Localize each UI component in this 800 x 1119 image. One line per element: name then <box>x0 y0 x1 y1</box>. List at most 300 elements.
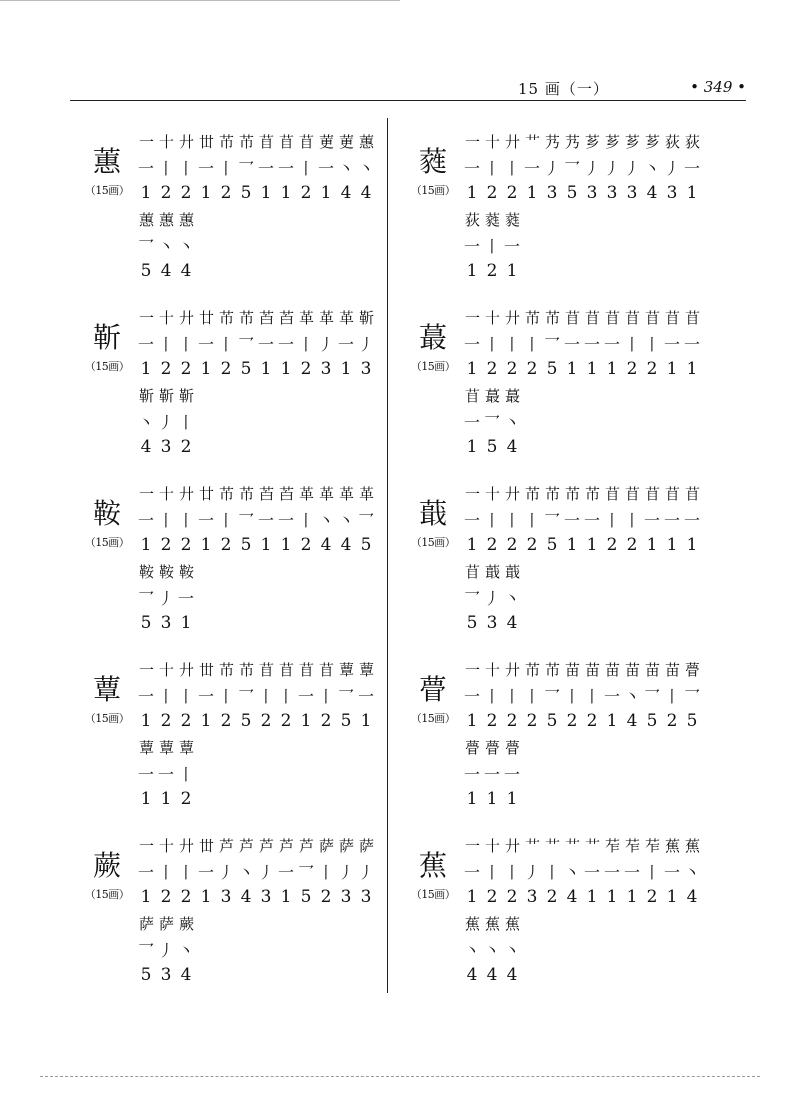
progress-row <box>136 480 376 506</box>
numbers-row-cell: 1 <box>320 183 332 203</box>
strokes-row-cell: 丨 <box>483 510 500 530</box>
strokes-row-cell: 丶 <box>463 940 480 960</box>
strokes-row-cell: 丿 <box>583 158 600 178</box>
strokes-row-cell: 一 <box>277 158 294 178</box>
progress-row-cell: 萨 <box>358 836 373 855</box>
character-label <box>78 850 136 902</box>
strokes-row-cell: 丨 <box>483 686 500 706</box>
column-divider <box>387 118 388 993</box>
character-label <box>78 498 136 550</box>
numbers-row-cell: 1 <box>566 535 578 555</box>
numbers-row-cell: 2 <box>506 535 518 555</box>
strokes-row-cell: 一 <box>483 764 500 784</box>
progress-row-cell: 蕙 <box>358 132 373 151</box>
progress-row-cell: 一 <box>464 836 479 855</box>
strokes-row-cell: 丨 <box>217 334 234 354</box>
numbers-row <box>462 180 702 206</box>
numbers-row <box>462 884 702 910</box>
progress-row-cell: 廾 <box>178 484 193 503</box>
numbers-row-cell: 5 <box>240 359 252 379</box>
numbers-row-cell: 4 <box>506 437 518 457</box>
strokes-row-cell: 丨 <box>177 764 194 784</box>
page-header <box>70 72 746 102</box>
progress-row-cell: 蕉 <box>664 836 679 855</box>
strokes-row-cell: 丶 <box>157 236 174 256</box>
progress-row-cell: 瞢 <box>504 738 519 757</box>
progress-row-cell: 苜 <box>644 484 659 503</box>
numbers-row-cell: 1 <box>466 359 478 379</box>
progress-row-cell: 靳 <box>158 386 173 405</box>
progress-row-cell: 靳 <box>178 386 193 405</box>
stroke-count-badge: （15画） <box>84 888 130 901</box>
strokes-row-cell: 乛 <box>543 686 560 706</box>
numbers-row-cell: 2 <box>300 359 312 379</box>
character-label <box>404 322 462 374</box>
progress-row-cell: 苗 <box>664 660 679 679</box>
strokes-row-cell: 丨 <box>523 510 540 530</box>
strokes-row-cell: 一 <box>583 862 600 882</box>
strokes-row-cell: 丶 <box>337 510 354 530</box>
strokes-row-cell: 一 <box>563 334 580 354</box>
strokes-row-cell: 乛 <box>337 686 354 706</box>
strokes-row-cell: 一 <box>663 334 680 354</box>
progress-row-cell: 蕈 <box>138 738 153 757</box>
numbers-row-cell: 2 <box>180 789 192 809</box>
progress-row-cell: 芇 <box>544 660 559 679</box>
numbers-row-cell: 5 <box>686 711 698 731</box>
strokes-row-cell: 乛 <box>137 588 154 608</box>
strokes-row-cell: 乛 <box>137 236 154 256</box>
strokes-row-cell: 一 <box>197 334 214 354</box>
character-label <box>78 322 136 374</box>
progress-row <box>462 734 702 760</box>
progress-row-cell: 苜 <box>584 308 599 327</box>
progress-row-cell: 瞢 <box>464 738 479 757</box>
progress-row-cell: 一 <box>138 660 153 679</box>
progress-row-cell: 苜 <box>604 484 619 503</box>
numbers-row <box>136 786 376 812</box>
progress-row-cell: 十 <box>484 132 499 151</box>
strokes-row-cell: 一 <box>157 764 174 784</box>
numbers-row-cell: 5 <box>140 965 152 985</box>
strokes-row-cell: 丶 <box>503 940 520 960</box>
strokes-row-cell: 丿 <box>523 862 540 882</box>
headword-character: 瞢 <box>418 673 447 706</box>
strokes-row-cell: 丨 <box>317 862 334 882</box>
strokes-row-cell: 一 <box>583 334 600 354</box>
numbers-row-cell: 1 <box>666 535 678 555</box>
numbers-row-cell: 1 <box>506 789 518 809</box>
character-entry <box>404 832 704 1008</box>
numbers-row-cell: 4 <box>140 437 152 457</box>
numbers-row-cell: 5 <box>566 183 578 203</box>
left-column <box>78 128 378 1008</box>
numbers-row-cell: 3 <box>626 183 638 203</box>
headword-character: 鞍 <box>92 497 121 530</box>
strokes-row-cell: 乛 <box>483 412 500 432</box>
numbers-row-cell: 2 <box>220 359 232 379</box>
strokes-row-cell: 一 <box>463 510 480 530</box>
strokes-row-cell: 一 <box>277 334 294 354</box>
numbers-row-cell: 5 <box>140 613 152 633</box>
numbers-row-cell: 1 <box>360 711 372 731</box>
numbers-row-cell: 2 <box>646 359 658 379</box>
numbers-row-cell: 1 <box>486 789 498 809</box>
strokes-row <box>136 858 376 884</box>
strokes-row-cell: 一 <box>257 334 274 354</box>
numbers-row-cell: 5 <box>140 261 152 281</box>
progress-row-cell: 蕺 <box>484 562 499 581</box>
strokes-row-cell: 丶 <box>483 940 500 960</box>
numbers-row <box>462 708 702 734</box>
numbers-row-cell: 2 <box>626 359 638 379</box>
progress-row-cell: 蕤 <box>504 210 519 229</box>
strokes-row-cell: 丶 <box>137 412 154 432</box>
numbers-row-cell: 2 <box>566 711 578 731</box>
progress-row-cell: 一 <box>138 132 153 151</box>
progress-row-cell: 艹 <box>564 836 579 855</box>
numbers-row-cell: 3 <box>260 887 272 907</box>
page-number: • 349 • <box>690 78 746 96</box>
progress-row-cell: 芇 <box>218 132 233 151</box>
strokes-row-cell: 丶 <box>623 686 640 706</box>
progress-row-cell: 十 <box>158 308 173 327</box>
numbers-row <box>136 884 376 910</box>
progress-row-cell: 廿 <box>198 484 213 503</box>
header-rule <box>70 100 746 101</box>
progress-row-cell: 芇 <box>238 660 253 679</box>
numbers-row-cell: 2 <box>486 261 498 281</box>
strokes-row-cell: 丶 <box>177 940 194 960</box>
strokes-row-cell: 丨 <box>523 686 540 706</box>
progress-row-cell: 芇 <box>238 308 253 327</box>
numbers-row-cell: 2 <box>300 535 312 555</box>
strokes-row-cell: 丿 <box>157 940 174 960</box>
numbers-row-cell: 3 <box>526 887 538 907</box>
progress-row-cell: 廾 <box>504 836 519 855</box>
strokes-row-cell: 丨 <box>217 510 234 530</box>
numbers-row-cell: 1 <box>526 183 538 203</box>
numbers-row-cell: 5 <box>240 183 252 203</box>
progress-row-cell: 苩 <box>278 308 293 327</box>
progress-row-cell: 蕞 <box>484 386 499 405</box>
strokes-row-cell: 丨 <box>297 510 314 530</box>
progress-row <box>136 656 376 682</box>
progress-row-cell: 芦 <box>278 836 293 855</box>
strokes-row-cell: 丨 <box>663 686 680 706</box>
strokes-row <box>136 936 376 962</box>
numbers-row-cell: 2 <box>220 535 232 555</box>
strokes-row <box>136 330 376 356</box>
progress-row-cell: 芇 <box>238 484 253 503</box>
numbers-row-cell: 2 <box>486 711 498 731</box>
stroke-sequence <box>136 304 376 460</box>
numbers-row-cell: 1 <box>200 183 212 203</box>
progress-row-cell: 靳 <box>138 386 153 405</box>
numbers-row-cell: 5 <box>466 613 478 633</box>
strokes-row-cell: 丨 <box>563 686 580 706</box>
numbers-row-cell: 1 <box>280 887 292 907</box>
strokes-row-cell: 丶 <box>563 862 580 882</box>
strokes-row-cell: 乛 <box>237 686 254 706</box>
progress-row <box>136 206 376 232</box>
numbers-row-cell: 3 <box>486 613 498 633</box>
progress-row-cell: 芇 <box>524 660 539 679</box>
strokes-row-cell: 乛 <box>237 158 254 178</box>
headword-character: 蕨 <box>92 849 121 882</box>
stroke-sequence <box>462 832 702 988</box>
numbers-row-cell: 1 <box>646 535 658 555</box>
progress-row-cell: 廾 <box>504 484 519 503</box>
character-entry <box>404 656 704 832</box>
strokes-row-cell: 乛 <box>543 510 560 530</box>
progress-row-cell: 一 <box>138 836 153 855</box>
progress-row <box>136 304 376 330</box>
strokes-row-cell: 一 <box>563 510 580 530</box>
numbers-row-cell: 1 <box>566 359 578 379</box>
numbers-row <box>136 962 376 988</box>
progress-row-cell: 苜 <box>318 660 333 679</box>
progress-row-cell: 苜 <box>278 660 293 679</box>
strokes-row-cell: 丶 <box>177 236 194 256</box>
progress-row-cell: 芇 <box>218 484 233 503</box>
progress-row-cell: 苜 <box>664 308 679 327</box>
strokes-row-cell: 一 <box>137 334 154 354</box>
strokes-row-cell: 丨 <box>503 510 520 530</box>
numbers-row-cell: 1 <box>686 183 698 203</box>
strokes-row <box>136 506 376 532</box>
progress-row-cell: 芇 <box>524 484 539 503</box>
numbers-row-cell: 2 <box>160 711 172 731</box>
strokes-row-cell: 丨 <box>157 862 174 882</box>
numbers-row-cell: 1 <box>300 711 312 731</box>
numbers-row <box>462 610 702 636</box>
progress-row-cell: 萨 <box>318 836 333 855</box>
numbers-row-cell: 1 <box>260 359 272 379</box>
progress-row <box>136 910 376 936</box>
strokes-row <box>462 232 702 258</box>
strokes-row-cell: 一 <box>137 686 154 706</box>
strokes-row-cell: 丨 <box>623 510 640 530</box>
headword-character: 蕺 <box>418 497 447 530</box>
strokes-row <box>462 858 702 884</box>
numbers-row-cell: 4 <box>360 183 372 203</box>
stroke-sequence <box>136 128 376 284</box>
numbers-row-cell: 1 <box>466 261 478 281</box>
progress-row-cell: 艿 <box>564 132 579 151</box>
strokes-row-cell: 一 <box>463 862 480 882</box>
progress-row-cell: 廾 <box>504 660 519 679</box>
strokes-row-cell: 丨 <box>177 412 194 432</box>
numbers-row-cell: 2 <box>320 887 332 907</box>
strokes-row-cell: 乛 <box>237 334 254 354</box>
headword-character: 蕞 <box>418 321 447 354</box>
progress-row-cell: 瞢 <box>484 738 499 757</box>
progress-row-cell: 苗 <box>564 660 579 679</box>
progress-row-cell: 萨 <box>158 914 173 933</box>
stroke-sequence <box>462 656 702 812</box>
progress-row-cell: 十 <box>158 484 173 503</box>
strokes-row-cell: 丶 <box>317 510 334 530</box>
progress-row-cell: 廾 <box>504 132 519 151</box>
strokes-row-cell: 一 <box>463 686 480 706</box>
numbers-row-cell: 1 <box>586 359 598 379</box>
progress-row-cell: 艿 <box>544 132 559 151</box>
progress-row-cell: 芗 <box>644 132 659 151</box>
strokes-row-cell: 乛 <box>683 686 700 706</box>
progress-row-cell: 蕤 <box>484 210 499 229</box>
strokes-row-cell: 丿 <box>317 334 334 354</box>
strokes-row-cell: 丨 <box>157 510 174 530</box>
numbers-row-cell: 2 <box>526 359 538 379</box>
strokes-row-cell: 一 <box>317 158 334 178</box>
strokes-row-cell: 乛 <box>357 510 374 530</box>
strokes-row-cell: 丿 <box>603 158 620 178</box>
strokes-row-cell: 丨 <box>177 158 194 178</box>
progress-row-cell: 蕉 <box>504 914 519 933</box>
character-label <box>404 674 462 726</box>
numbers-row-cell: 1 <box>260 183 272 203</box>
numbers-row-cell: 1 <box>340 359 352 379</box>
progress-row-cell: 芇 <box>524 308 539 327</box>
numbers-row <box>136 708 376 734</box>
progress-row-cell: 苜 <box>604 308 619 327</box>
progress-row-cell: 蕉 <box>464 914 479 933</box>
numbers-row-cell: 4 <box>506 965 518 985</box>
numbers-row <box>136 180 376 206</box>
strokes-row <box>462 682 702 708</box>
progress-row-cell: 十 <box>158 132 173 151</box>
numbers-row-cell: 2 <box>506 887 518 907</box>
strokes-row-cell: 丿 <box>157 588 174 608</box>
strokes-row-cell: 一 <box>197 686 214 706</box>
numbers-row-cell: 4 <box>180 965 192 985</box>
progress-row-cell: 廾 <box>178 132 193 151</box>
numbers-row-cell: 1 <box>200 887 212 907</box>
progress-row <box>136 128 376 154</box>
numbers-row-cell: 1 <box>200 711 212 731</box>
strokes-row-cell: 丿 <box>357 334 374 354</box>
numbers-row-cell: 3 <box>320 359 332 379</box>
strokes-row-cell: 一 <box>463 764 480 784</box>
progress-row-cell: 革 <box>298 484 313 503</box>
stroke-count-badge: （15画） <box>410 712 456 725</box>
numbers-row-cell: 1 <box>466 887 478 907</box>
numbers-row-cell: 2 <box>160 183 172 203</box>
stroke-sequence <box>136 832 376 988</box>
numbers-row-cell: 1 <box>140 789 152 809</box>
progress-row-cell: 蕈 <box>358 660 373 679</box>
strokes-row-cell: 一 <box>277 862 294 882</box>
strokes-row-cell: 丨 <box>177 686 194 706</box>
progress-row-cell: 苩 <box>258 484 273 503</box>
strokes-row <box>136 584 376 610</box>
character-label <box>78 674 136 726</box>
numbers-row-cell: 4 <box>626 711 638 731</box>
progress-row-cell: 一 <box>464 308 479 327</box>
strokes-row-cell: 丿 <box>623 158 640 178</box>
strokes-row-cell: 乛 <box>237 510 254 530</box>
progress-row-cell: 十 <box>158 660 173 679</box>
strokes-row-cell: 丨 <box>483 236 500 256</box>
strokes-row-cell: 一 <box>197 862 214 882</box>
strokes-row-cell: 一 <box>683 510 700 530</box>
strokes-row-cell: 一 <box>257 158 274 178</box>
numbers-row-cell: 1 <box>280 359 292 379</box>
progress-row-cell: 蕉 <box>484 914 499 933</box>
numbers-row-cell: 2 <box>666 711 678 731</box>
numbers-row-cell: 5 <box>240 535 252 555</box>
headword-character: 蕉 <box>418 849 447 882</box>
numbers-row <box>136 356 376 382</box>
stroke-count-badge: （15画） <box>84 712 130 725</box>
numbers-row-cell: 4 <box>180 261 192 281</box>
progress-row-cell: 革 <box>298 308 313 327</box>
numbers-row-cell: 5 <box>546 359 558 379</box>
numbers-row-cell: 1 <box>140 183 152 203</box>
character-entry <box>78 304 378 480</box>
strokes-row-cell: 丨 <box>583 686 600 706</box>
headword-character: 靳 <box>92 321 121 354</box>
stroke-sequence <box>462 480 702 636</box>
progress-row-cell: 芇 <box>218 308 233 327</box>
progress-row-cell: 芦 <box>258 836 273 855</box>
numbers-row-cell: 3 <box>360 887 372 907</box>
numbers-row <box>462 532 702 558</box>
numbers-row-cell: 4 <box>646 183 658 203</box>
numbers-row-cell: 2 <box>220 183 232 203</box>
numbers-row-cell: 1 <box>140 359 152 379</box>
stroke-sequence <box>136 480 376 636</box>
strokes-row-cell: 丨 <box>217 158 234 178</box>
numbers-row-cell: 4 <box>320 535 332 555</box>
strokes-row-cell: 一 <box>503 764 520 784</box>
progress-row <box>462 832 702 858</box>
strokes-row <box>462 760 702 786</box>
strokes-row-cell: 一 <box>463 412 480 432</box>
strokes-row-cell: 丨 <box>297 334 314 354</box>
progress-row-cell: 苜 <box>644 308 659 327</box>
progress-row-cell: 苜 <box>684 308 699 327</box>
strokes-row-cell: 一 <box>683 158 700 178</box>
numbers-row-cell: 1 <box>586 887 598 907</box>
strokes-row-cell: 乛 <box>563 158 580 178</box>
numbers-row-cell: 1 <box>466 789 478 809</box>
stroke-count-badge: （15画） <box>84 360 130 373</box>
numbers-row-cell: 2 <box>160 535 172 555</box>
progress-row-cell: 十 <box>158 836 173 855</box>
strokes-row-cell: 丨 <box>483 158 500 178</box>
progress-row-cell: 蕙 <box>158 210 173 229</box>
progress-row-cell: 艹 <box>584 836 599 855</box>
right-column <box>404 128 704 1008</box>
strokes-row-cell: 丨 <box>257 686 274 706</box>
numbers-row-cell: 1 <box>466 711 478 731</box>
strokes-row-cell: 丨 <box>523 334 540 354</box>
strokes-row-cell: 丨 <box>623 334 640 354</box>
strokes-row <box>462 154 702 180</box>
strokes-row-cell: 一 <box>463 236 480 256</box>
progress-row-cell: 革 <box>338 308 353 327</box>
strokes-row <box>136 760 376 786</box>
strokes-row-cell: 一 <box>197 510 214 530</box>
progress-row-cell: 一 <box>138 484 153 503</box>
strokes-row-cell: 一 <box>137 862 154 882</box>
strokes-row <box>136 408 376 434</box>
progress-row <box>462 304 702 330</box>
progress-row-cell: 一 <box>138 308 153 327</box>
numbers-row-cell: 5 <box>546 711 558 731</box>
